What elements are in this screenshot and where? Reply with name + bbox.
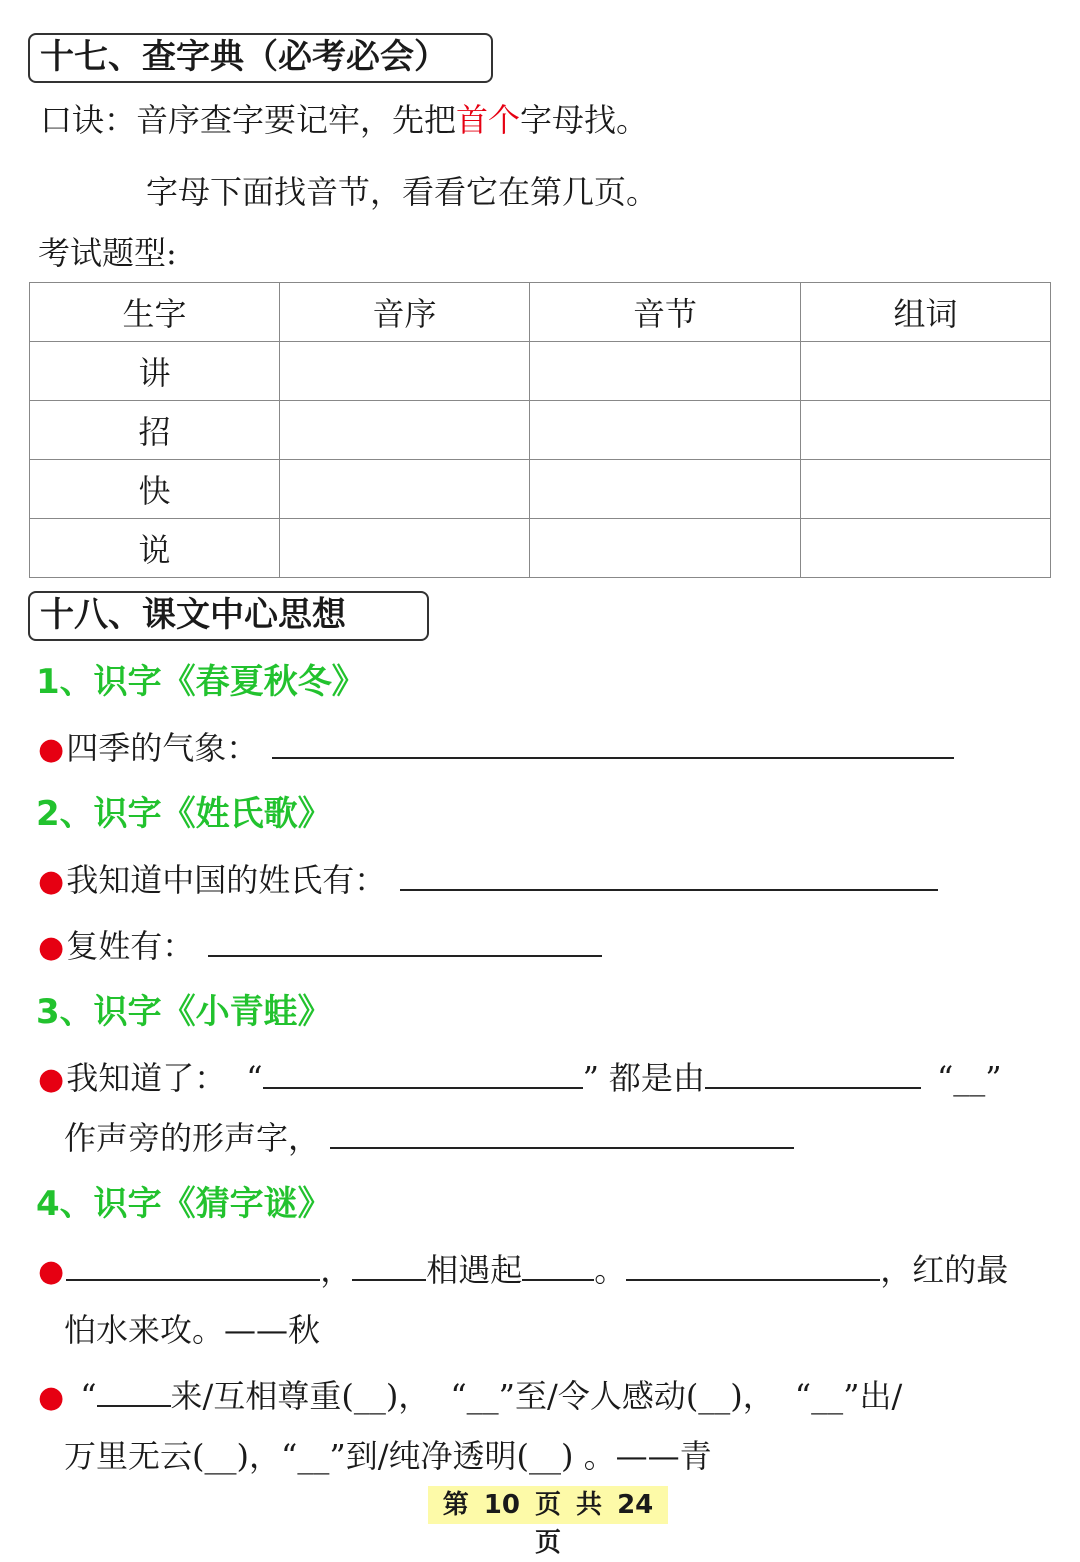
close-quote: ” xyxy=(582,1059,599,1097)
answer-cell[interactable] xyxy=(530,342,801,401)
answer-cell[interactable] xyxy=(530,401,801,460)
answer-blank[interactable] xyxy=(330,1117,794,1149)
answer-cell[interactable] xyxy=(801,519,1051,578)
item-2-prompt-line-2 xyxy=(38,924,602,970)
answer-cell[interactable] xyxy=(801,460,1051,519)
rhyme-highlight: 首个 xyxy=(456,101,521,139)
table-header-cell: 音序 xyxy=(280,283,530,342)
riddle-2-line-2: 万里无云(__)，“__”到/纯净透明(__) 。——青 xyxy=(64,1437,712,1475)
bullet-icon: ● xyxy=(38,930,65,965)
riddle-1-comma: ， xyxy=(320,1251,353,1289)
section-18-title: 十八、课文中心思想 xyxy=(28,591,429,641)
bullet-icon: ● xyxy=(38,864,65,899)
answer-blank[interactable] xyxy=(522,1249,594,1281)
page-number: 第 10 页 共 24 页 xyxy=(428,1486,668,1524)
open-quote: “ xyxy=(246,1059,263,1097)
answer-cell[interactable] xyxy=(280,342,530,401)
table-row xyxy=(30,401,1051,460)
item-1-heading: 1、识字《春夏秋冬》 xyxy=(36,662,366,702)
answer-blank[interactable] xyxy=(272,727,954,759)
answer-blank[interactable] xyxy=(263,1057,583,1089)
item-2-prompt-1: 我知道中国的姓氏有： xyxy=(66,861,387,899)
item-3-prompt-c: 作声旁的形声字， xyxy=(64,1119,321,1157)
riddle-1-meet: 相遇起 xyxy=(426,1251,523,1289)
rhyme-text-a: 音序查字要记牢，先把 xyxy=(136,101,457,139)
table-cell: 说 xyxy=(30,519,280,578)
table-row xyxy=(30,342,1051,401)
riddle-1-line-2: 怕水来攻。——秋 xyxy=(64,1311,321,1349)
table-row xyxy=(30,519,1051,578)
table-header-row xyxy=(30,283,1051,342)
bullet-icon: ● xyxy=(38,1254,65,1289)
item-3-prompt-b: 都是由 xyxy=(608,1059,705,1097)
table-cell: 讲 xyxy=(30,342,280,401)
item-3-prompt-a: 我知道了： xyxy=(66,1059,227,1097)
riddle-1-tail: ，红的最 xyxy=(880,1251,1009,1289)
item-2-heading: 2、识字《姓氏歌》 xyxy=(36,794,332,834)
answer-cell[interactable] xyxy=(801,342,1051,401)
riddle-2-text-d: “__”出/ xyxy=(794,1377,903,1415)
answer-blank[interactable] xyxy=(400,859,938,891)
answer-blank[interactable] xyxy=(352,1249,426,1281)
bullet-icon: ● xyxy=(38,1380,65,1415)
table-row xyxy=(30,460,1051,519)
riddle-1-period: 。 xyxy=(594,1251,627,1289)
answer-cell[interactable] xyxy=(530,460,801,519)
section-17-title: 十七、查字典（必考必会） xyxy=(28,33,493,83)
rhyme-line-1 xyxy=(40,98,648,142)
table-header-cell: 生字 xyxy=(30,283,280,342)
riddle-2-open-quote: “ xyxy=(80,1377,97,1415)
answer-cell[interactable] xyxy=(280,460,530,519)
item-4-heading: 4、识字《猜字谜》 xyxy=(36,1184,332,1224)
bullet-icon: ● xyxy=(38,732,65,767)
answer-blank[interactable] xyxy=(705,1057,921,1089)
item-3-prompt-line-2 xyxy=(64,1116,794,1160)
item-3-prompt-line-1 xyxy=(38,1056,1002,1102)
rhyme-line-2: 字母下面找音节，看看它在第几页。 xyxy=(146,173,659,211)
answer-cell[interactable] xyxy=(280,519,530,578)
item-1-prompt-line xyxy=(38,726,954,772)
dictionary-table xyxy=(29,282,1051,578)
answer-blank[interactable] xyxy=(626,1249,880,1281)
answer-cell[interactable] xyxy=(530,519,801,578)
riddle-2-text-c: “__”至/令人感动(__)， xyxy=(450,1377,775,1415)
table-cell: 招 xyxy=(30,401,280,460)
table-header-cell: 组词 xyxy=(801,283,1051,342)
table-header-cell: 音节 xyxy=(530,283,801,342)
item-3-heading: 3、识字《小青蛙》 xyxy=(36,992,332,1032)
table-cell: 快 xyxy=(30,460,280,519)
answer-cell[interactable] xyxy=(801,401,1051,460)
quoted-blank[interactable]: “__” xyxy=(936,1059,1002,1097)
item-2-prompt-2: 复姓有： xyxy=(66,927,195,965)
bullet-icon: ● xyxy=(38,1062,65,1097)
item-2-prompt-line-1 xyxy=(38,858,938,904)
rhyme-text-b: 字母找。 xyxy=(520,101,649,139)
exam-type-label: 考试题型: xyxy=(38,234,177,272)
answer-blank[interactable] xyxy=(66,1249,320,1281)
riddle-2-text-b: 来/互相尊重(__)， xyxy=(170,1377,431,1415)
rhyme-label: 口诀： xyxy=(40,101,137,139)
answer-cell[interactable] xyxy=(280,401,530,460)
riddle-1-line-1 xyxy=(38,1248,1008,1294)
answer-blank[interactable] xyxy=(97,1375,171,1407)
item-1-prompt: 四季的气象： xyxy=(66,729,259,767)
answer-blank[interactable] xyxy=(208,925,602,957)
riddle-2-line-1 xyxy=(38,1374,902,1420)
